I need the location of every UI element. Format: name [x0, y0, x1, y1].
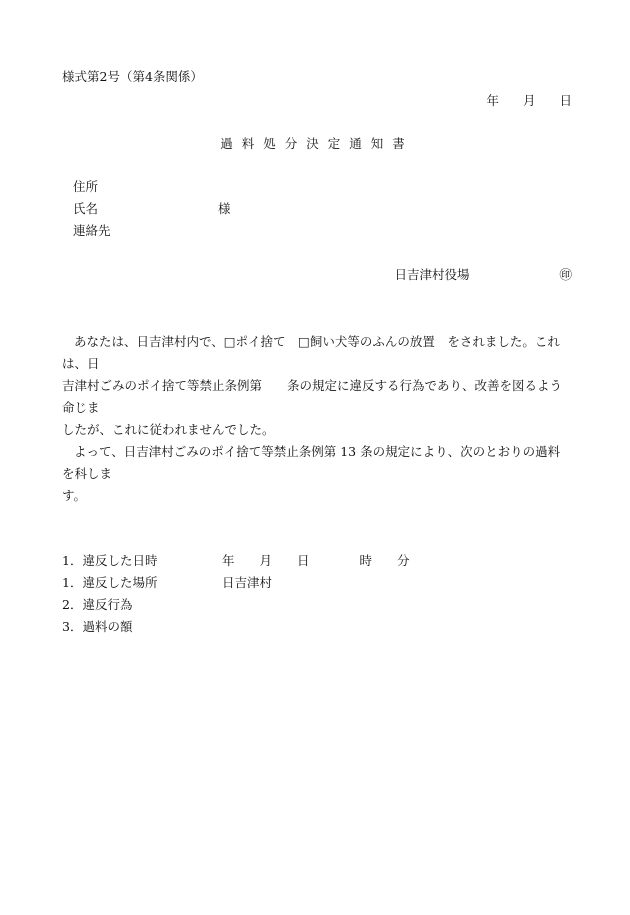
- item-label: 過料の額: [82, 619, 133, 634]
- recipient-block: [62, 176, 572, 242]
- item-number: 1．: [62, 553, 83, 568]
- issuer-block: [62, 264, 572, 286]
- body-line: よって、日吉津村ごみのポイ捨て等禁止条例第 13 条の規定により、次のとおりの過料を科しま: [62, 444, 561, 481]
- name-label: 氏名: [73, 201, 99, 216]
- item-number: 2．: [62, 597, 83, 612]
- item-value: 日吉津村: [222, 575, 273, 590]
- body-line: あなたは、日吉津村内で、□ポイ捨て □飼い犬等のふんの放置 をされました。これは、日: [62, 334, 560, 371]
- item-label: 違反した日時: [82, 553, 158, 568]
- item-label: 違反行為: [82, 597, 133, 612]
- form-label: 様式第2号（第4条関係）: [62, 69, 203, 84]
- date-day: 日: [559, 93, 572, 108]
- body-text: [62, 331, 572, 507]
- address-label: 住所: [73, 179, 99, 194]
- date-month: 月: [522, 93, 536, 108]
- page-title: 過料処分決定通知書: [220, 136, 414, 151]
- date-line: [62, 90, 572, 112]
- body-line: す。: [62, 488, 87, 503]
- item-label: 違反した場所: [82, 575, 158, 590]
- list-item: [62, 616, 572, 638]
- honorific: 様: [218, 201, 231, 216]
- item-number: 1．: [62, 575, 83, 590]
- list-item: [62, 550, 572, 572]
- body-line: 吉津村ごみのポイ捨て等禁止条例第 条の規定に違反する行為であり、改善を図るよう命じま: [62, 378, 563, 415]
- list-item: [62, 572, 572, 594]
- item-value: 年 月 日 時 分: [222, 553, 410, 568]
- name-row: [73, 198, 572, 220]
- seal-mark: ㊞: [559, 267, 572, 282]
- issuer-name: 日吉津村役場: [394, 267, 470, 282]
- item-list: [62, 550, 572, 638]
- contact-label: 連絡先: [73, 223, 111, 238]
- body-line: したが、これに従われませんでした。: [62, 422, 275, 437]
- item-number: 3．: [62, 619, 83, 634]
- date-year: 年: [486, 93, 499, 108]
- list-item: [62, 594, 572, 616]
